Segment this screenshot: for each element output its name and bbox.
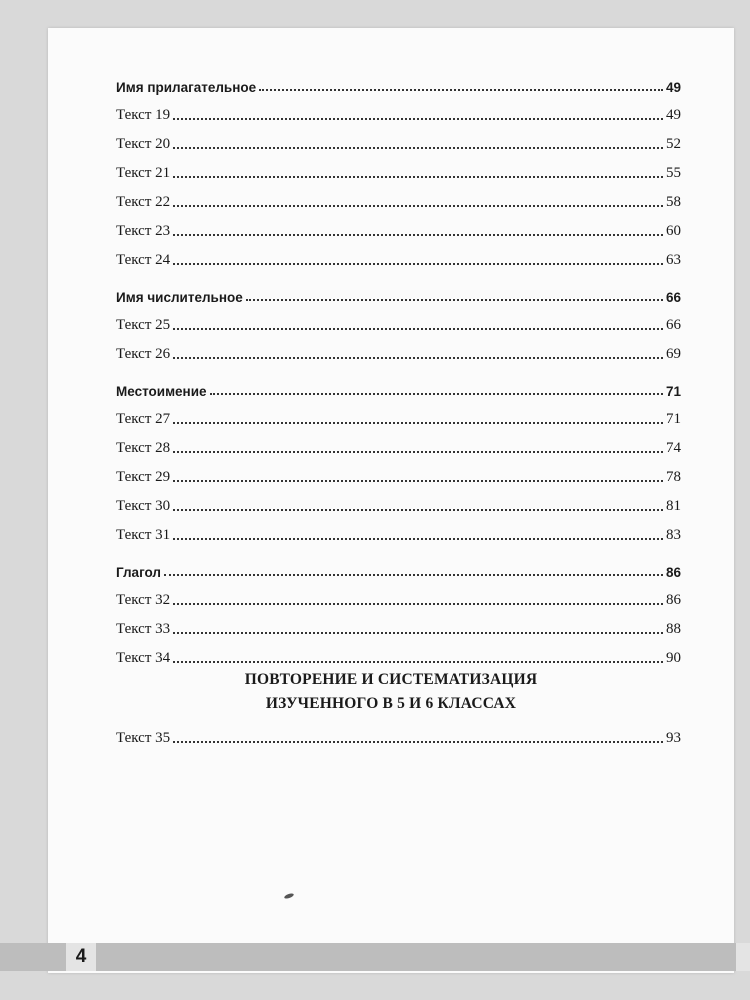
book-page [48,28,734,973]
toc-entry [116,305,681,334]
toc-entry-label: Имя числительное [116,290,243,305]
footer-bar [0,943,750,971]
toc-entry-label: Местоимение [116,384,207,399]
toc-entry [116,211,681,240]
dot-leader [173,118,663,120]
toc-entry-page: 71 [665,384,681,399]
toc-entry [116,486,681,515]
section-gap [116,544,681,551]
toc-entry [116,457,681,486]
toc-entry-page: 78 [666,469,681,485]
dot-leader [173,661,663,663]
toc-entry-page: 74 [666,440,681,456]
section-gap [116,269,681,276]
dot-leader [173,147,663,149]
toc-entry-page: 66 [665,290,681,305]
toc-entry-label: Глагол [116,565,161,580]
toc-entry-page: 66 [666,317,681,333]
toc-entry-page: 69 [666,346,681,362]
toc-entry [116,515,681,544]
toc-entry-label: Текст 23 [116,223,171,239]
toc-section-entry [116,276,681,305]
toc-entry [116,609,681,638]
table-of-contents [116,66,681,667]
toc-entry-page: 49 [666,107,681,123]
toc-entry [116,580,681,609]
dot-leader [173,538,663,540]
toc-entry-label: Текст 27 [116,411,171,427]
toc-entry-page: 81 [666,498,681,514]
toc-entry-page: 90 [666,650,681,666]
toc-section-entry [116,66,681,95]
toc-entry [116,182,681,211]
toc-entry-label: Имя прилагательное [116,80,257,95]
toc-entry-page: 55 [666,165,681,181]
dot-leader [173,509,663,511]
toc-entry [116,718,681,747]
section-heading-line-1: ПОВТОРЕНИЕ И СИСТЕМАТИЗАЦИЯ [244,671,538,688]
dot-leader [173,328,663,330]
dot-leader [246,299,663,301]
dot-leader [173,357,663,359]
dot-leader [173,632,663,634]
toc-entry-label: Текст 32 [116,592,171,608]
toc-entry-label: Текст 21 [116,165,171,181]
dot-leader [173,176,663,178]
final-toc-block [116,718,681,747]
dot-leader [173,480,663,482]
section-heading-line-2: ИЗУЧЕННОГО В 5 И 6 КЛАССАХ [265,695,517,712]
toc-entry-label: Текст 26 [116,346,171,362]
toc-entry [116,240,681,269]
section-heading [48,668,734,716]
dot-leader [259,89,663,91]
toc-entry [116,399,681,428]
dot-leader [173,263,663,265]
print-speck [284,892,295,899]
dot-leader [173,741,663,743]
toc-entry-page: 71 [666,411,681,427]
footer-right-tab [736,943,750,971]
toc-entry [116,638,681,667]
dot-leader [210,393,663,395]
toc-entry-page: 63 [666,252,681,268]
toc-entry-label: Текст 25 [116,317,171,333]
dot-leader [173,205,663,207]
toc-entry-page: 88 [666,621,681,637]
toc-entry-label: Текст 31 [116,527,171,543]
dot-leader [164,574,663,576]
dot-leader [173,603,663,605]
toc-entry-page: 49 [665,80,681,95]
toc-entry-page: 83 [666,527,681,543]
toc-entry-label: Текст 24 [116,252,171,268]
toc-entry-page: 93 [666,730,681,746]
toc-entry-label: Текст 35 [116,730,171,746]
section-gap [116,363,681,370]
toc-entry [116,428,681,457]
toc-entry-label: Текст 19 [116,107,171,123]
toc-entry-label: Текст 20 [116,136,171,152]
toc-entry-page: 52 [666,136,681,152]
page-number: 4 [66,943,96,971]
toc-section-entry [116,551,681,580]
dot-leader [173,451,663,453]
toc-entry-label: Текст 28 [116,440,171,456]
toc-entry [116,334,681,363]
toc-entry [116,153,681,182]
toc-entry [116,124,681,153]
toc-section-entry [116,370,681,399]
toc-entry [116,95,681,124]
toc-entry-page: 86 [666,592,681,608]
toc-entry-label: Текст 22 [116,194,171,210]
toc-entry-label: Текст 29 [116,469,171,485]
toc-entry-label: Текст 34 [116,650,171,666]
dot-leader [173,422,663,424]
toc-entry-label: Текст 30 [116,498,171,514]
toc-entry-page: 58 [666,194,681,210]
dot-leader [173,234,663,236]
toc-entry-page: 60 [666,223,681,239]
toc-entry-label: Текст 33 [116,621,171,637]
toc-entry-page: 86 [665,565,681,580]
